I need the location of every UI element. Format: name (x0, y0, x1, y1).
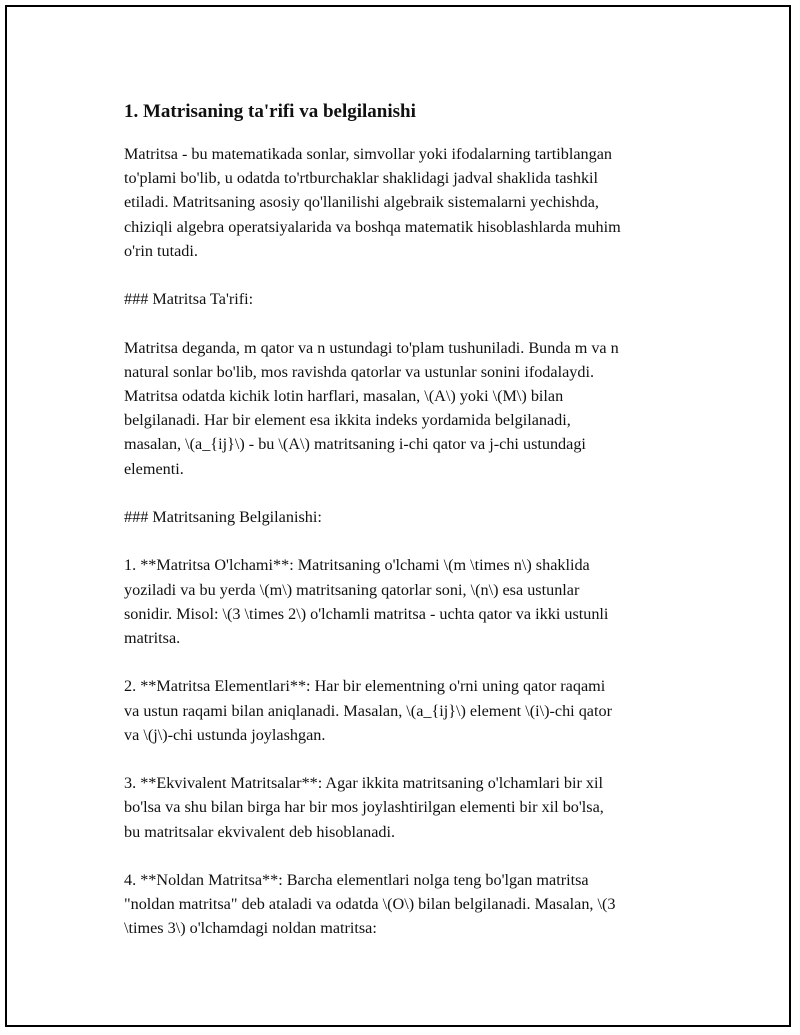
text-line: masalan, \(a_{ij}\) - bu \(A\) matritsaning i-chi qator va j-chi ustundagi (124, 435, 586, 454)
text-line: 2. **Matritsa Elementlari**: Har bir elementning o'rni uning qator raqami (124, 677, 606, 696)
text-line: Matritsa deganda, m qator va n ustundagi to'plam tushuniladi. Bunda m va n (124, 338, 619, 357)
page-frame (5, 5, 791, 1027)
text-line: 3. **Ekvivalent Matritsalar**: Agar ikkita matritsaning o'lchamlari bir xil (124, 774, 603, 793)
text-line: belgilanadi. Har bir element esa ikkita indeks yordamida belgilanadi, (124, 411, 571, 430)
text-line: 4. **Noldan Matritsa**: Barcha elementlari nolga teng bo'lgan matritsa (124, 870, 589, 889)
paragraph (124, 287, 699, 311)
paragraph (124, 553, 699, 650)
text-line: yoziladi va bu yerda \(m\) matritsaning qatorlar soni, \(n\) esa ustunlar (124, 580, 580, 599)
text-line: sonidir. Misol: \(3 \times 2\) o'lchamli matritsa - uchta qator va ikki ustunli (124, 604, 609, 623)
paragraph-container (124, 142, 699, 941)
text-line: "noldan matritsa" deb ataladi va odatda \(O\) bilan belgilanadi. Masalan, \(3 (124, 895, 616, 914)
paragraph (124, 868, 699, 941)
text-line: natural sonlar bo'lib, mos ravishda qatorlar va ustunlar sonini ifodalaydi. (124, 362, 594, 381)
text-line: chiziqli algebra operatsiyalarida va boshqa matematik hisoblashlarda muhim (124, 217, 621, 236)
paragraph (124, 771, 699, 844)
text-line: ### Matritsaning Belgilanishi: (124, 508, 322, 526)
text-line: to'plami bo'lib, u odatda to'rtburchaklar shaklidagi jadval shaklida tashkil (124, 169, 599, 188)
text-line: ### Matritsa Ta'rifi: (124, 290, 254, 309)
text-line: 1. **Matritsa O'lchami**: Matritsaning o'lchami \(m \times n\) shaklida (124, 556, 590, 575)
text-line: matritsa. (124, 629, 181, 647)
document-body (124, 99, 699, 965)
text-line: etiladi. Matritsaning asosiy qo'llanilishi algebraik sistemalarni yechishda, (124, 193, 599, 212)
text-line: Matritsa odatda kichik lotin harflari, masalan, \(A\) yoki \(M\) bilan (124, 387, 564, 405)
text-line: bu matritsalar ekvivalent deb hisoblanadi. (124, 822, 396, 841)
text-line: o'rin tutadi. (124, 241, 198, 260)
paragraph (124, 336, 699, 481)
page-title: 1. Matrisaning ta'rifi va belgilanishi (124, 101, 416, 122)
paragraph (124, 674, 699, 747)
text-line: Matritsa - bu matematikada sonlar, simvollar yoki ifodalarning tartiblangan (124, 145, 612, 163)
text-line: \times 3\) o'lchamdagi noldan matritsa: (124, 919, 377, 938)
paragraph (124, 505, 699, 529)
text-line: va ustun raqami bilan aniqlanadi. Masalan, \(a_{ij}\) element \(i\)-chi qator (124, 701, 612, 720)
text-line: bo'lsa va shu bilan birga har bir mos joylashtirilgan elementi bir xil bo'lsa, (124, 798, 604, 817)
text-line: elementi. (124, 459, 184, 478)
paragraph (124, 142, 699, 263)
text-line: va \(j\)-chi ustunda joylashgan. (124, 725, 326, 744)
